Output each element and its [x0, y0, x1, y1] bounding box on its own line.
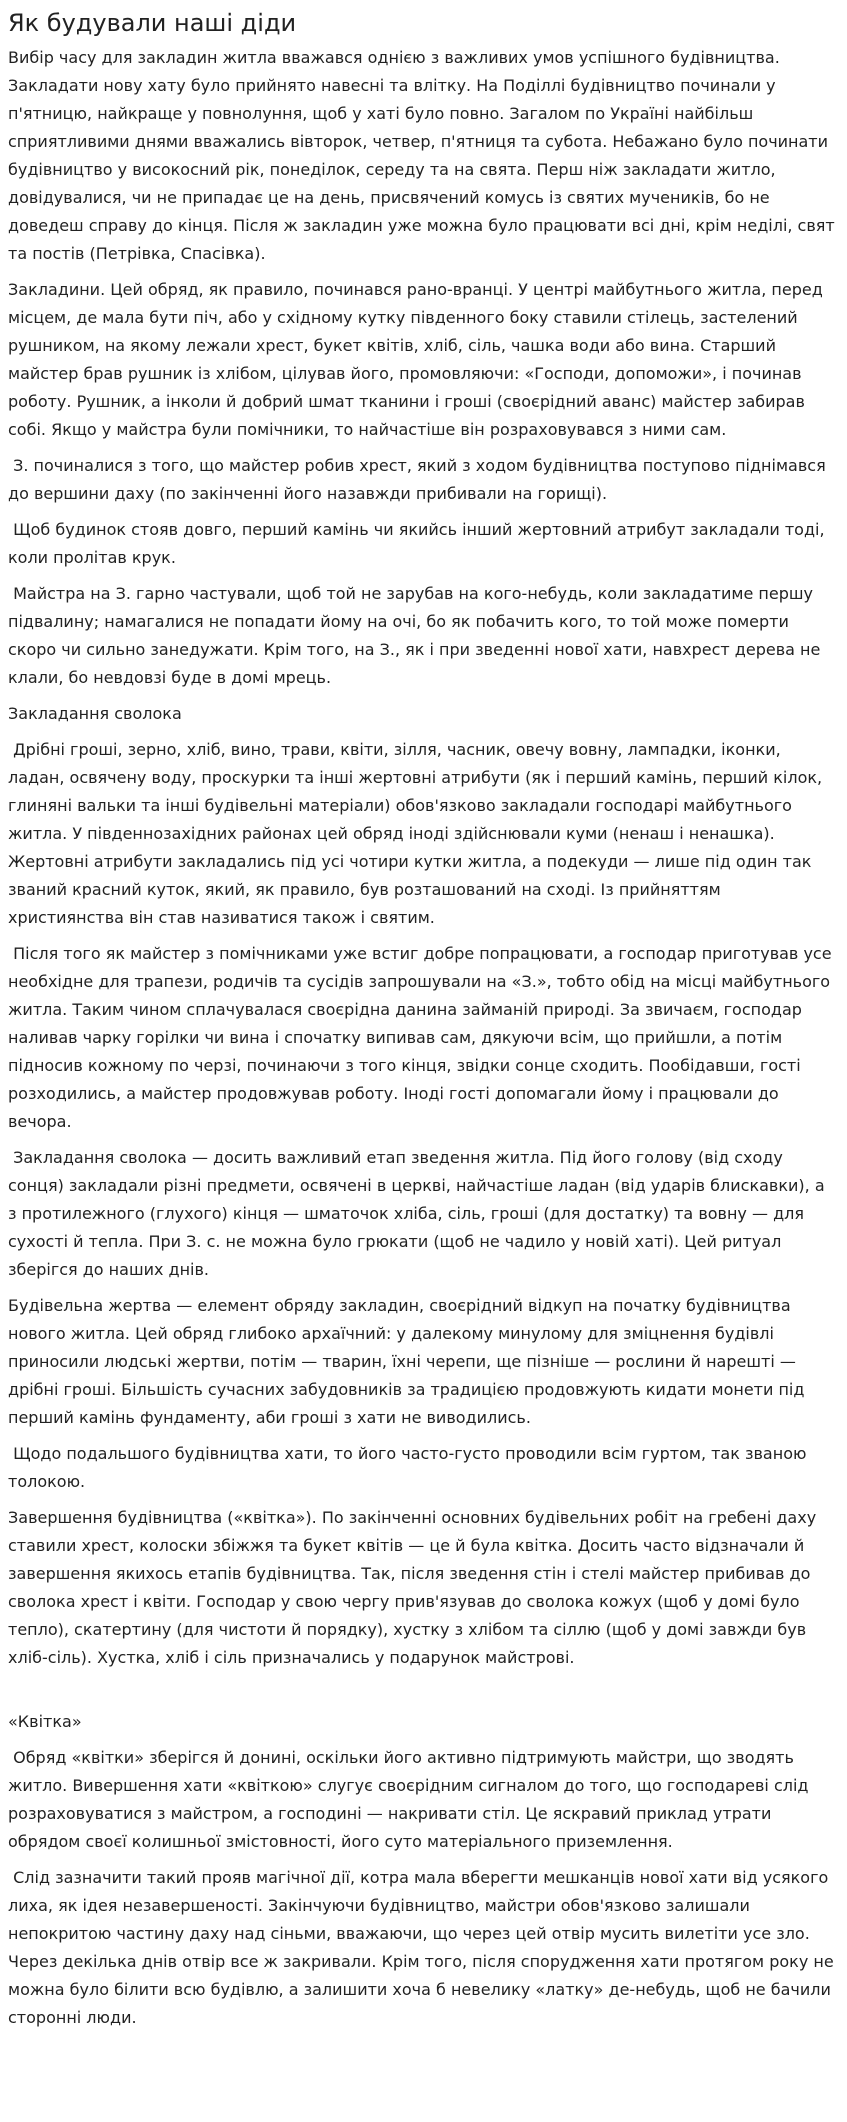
paragraph-sacrifice: Будівельна жертва — елемент обряду закладин, своєрідний відкуп на початку будівництва нового житла. Цей обряд глибоко архаїчний: у далекому минулому для зміцнення будівлі приносили людські жертви, потім — тварин, їхні черепи, ще пізніше — рослини й нарешті — дрібні гроші. Більшість сучасних забудовників за традицією продовжують кидати монети під перший камінь фундаменту, аби гроші з хати не виводились.	[8, 1296, 810, 1427]
paragraph-timing: Вибір часу для закладин житла вважався однією з важливих умов успішного будівництва. Закладати нову хату було прийнято навесні та влітку. На Поділлі будівництво починали у п'ятницю, найкраще у повнолуння, щоб у хаті було повно. Загалом по Україні найбільш сприятливими днями вважались вівторок, четвер, п'ятниця та субота. Небажано було починати будівництво у високосний рік, понеділок, середу та на свята. Перш ніж закладати житло, довідувалися, чи не припадає це на день, присвячений комусь із святих мучеників, бо не доведеш справу до кінця. Після ж закладин уже можна було працювати всі дні, крім неділі, свят та постів (Петрівка, Спасівка).	[8, 48, 840, 263]
paragraph-incompleteness: Слід зазначити такий прояв магічної дії, котра мала вберегти мешканців нової хати від усякого лиха, як ідея незавершеності. Закінчуючи будівництво, майстри обов'язково залишали непокритою частину даху над сіньми, вважаючи, що через цей отвір мусить вилетіти усе зло. Через декілька днів отвір все ж закривали. Крім того, після спорудження хати протягом року не можна було білити всю будівлю, а залишити хоча б невелику «латку» де-небудь, щоб не бачили сторонні люди.	[8, 1868, 839, 2027]
paragraph-feast: Після того як майстер з помічниками уже встиг добре попрацювати, а господар приготував усе необхідне для трапези, родичів та сусідів запрошували на «З.», тобто обід на місці майбутнього житла. Таким чином сплачувалася своєрідна данина займаній природі. За звичаєм, господар наливав чарку горілки чи вина і спочатку випивав сам, дякуючи всім, що прийшли, а потім підносив кожному по черзі, починаючи з того кінця, звідки сонце сходить. Пообідавши, гості розходились, а майстер продовжував роботу. Іноді гості допомагали йому і працювали до вечора.	[8, 944, 837, 1131]
page-title: Як будували наші діди	[8, 9, 297, 37]
spacer	[8, 1680, 837, 1708]
paragraph-svolok-heading: Закладання сволока	[8, 704, 182, 723]
paragraph-kvitka-rite: Обряд «квітки» зберігся й донині, оскільки його активно підтримують майстри, що зводять житло. Вивершення хати «квіткою» слугує своєрідним сигналом до того, що господареві слід розраховуватися з майстром, а господині — накривати стіл. Це яскравий приклад утрати обрядом своєї колишньої змістовності, його суто матеріального приземлення.	[8, 1748, 814, 1851]
paragraph-master-treat: Майстра на З. гарно частували, щоб той не зарубав на кого-небудь, коли закладатиме першу підвалину; намагалися не попадати йому на очі, бо як побачить кого, то той може померти скоро чи сильно занедужати. Крім того, на З., як і при зведенні нової хати, навхрест дерева не клали, бо невдовзі буде в домі мрець.	[8, 584, 826, 687]
section-heading-kvitka: «Квітка»	[8, 1712, 82, 1731]
paragraph-zakladyny: Закладини. Цей обряд, як правило, починався рано-вранці. У центрі майбутнього житла, перед місцем, де мала бути піч, або у східному кутку південного боку ставили стілець, застелений рушником, на якому лежали хрест, букет квітів, хліб, сіль, чашка води або вина. Старший майстер брав рушник із хлібом, цілував його, промовляючи: «Господи, допоможи», і починав роботу. Рушник, а інколи й добрий шмат тканини і гроші (своєрідний аванс) майстер забирав собі. Якщо у майстра були помічники, то найчастіше він розраховувався з ними сам.	[8, 280, 828, 439]
paragraph-first-stone: Щоб будинок стояв довго, перший камінь чи якийсь інший жертовний атрибут закладали тоді, коли пролітав крук.	[8, 520, 830, 567]
paragraph-cross: З. починалися з того, що майстер робив хрест, який з ходом будівництва поступово піднімався до вершини даху (по закінченні його назавжди прибивали на горищі).	[8, 456, 831, 503]
paragraph-svolok: Закладання сволока — досить важливий етап зведення житла. Під його голову (від сходу сонця) закладали різні предмети, освячені в церкві, найчастіше ладан (від ударів блискавки), а з протилежного (глухого) кінця — шматочок хліба, сіль, гроші (для достатку) та вовну — для сухості й тепла. При З. с. не можна було грюкати (щоб не чадило у новій хаті). Цей ритуал зберігся до наших днів.	[8, 1148, 830, 1279]
paragraph-toloka: Щодо подальшого будівництва хати, то його часто-густо проводили всім гуртом, так званою толокою.	[8, 1444, 812, 1491]
paragraph-completion: Завершення будівництва («квітка»). По закінченні основних будівельних робіт на гребені даху ставили хрест, колоски збіжжя та букет квітів — це й була квітка. Досить часто відзначали й завершення якихось етапів будівництва. Так, після зведення стін і стелі майстер прибивав до сволока хрест і квіти. Господар у свою чергу прив'язував до сволока кожух (щоб у домі було тепло), скатертину (для чистоти й порядку), хустку з хлібом та сіллю (щоб у домі завжди був хліб-сіль). Хустка, хліб і сіль призначались у подарунок майстрові.	[8, 1508, 822, 1667]
paragraph-offerings: Дрібні гроші, зерно, хліб, вино, трави, квіти, зілля, часник, овечу вовну, лампадки, іконки, ладан, освячену воду, проскурки та інші жертовні атрибути (як і перший камінь, перший кілок, глиняні вальки та інші будівельні матеріали) обов'язково закладали господарі майбутнього житла. У південнозахідних районах цей обряд іноді здійснювали куми (ненаш і ненашка). Жертовні атрибути закладались під усі чотири кутки житла, а подекуди — лише під один так званий красний куток, який, як правило, був розташований на сході. Із прийняттям християнства він став називатися також і святим.	[8, 740, 828, 927]
